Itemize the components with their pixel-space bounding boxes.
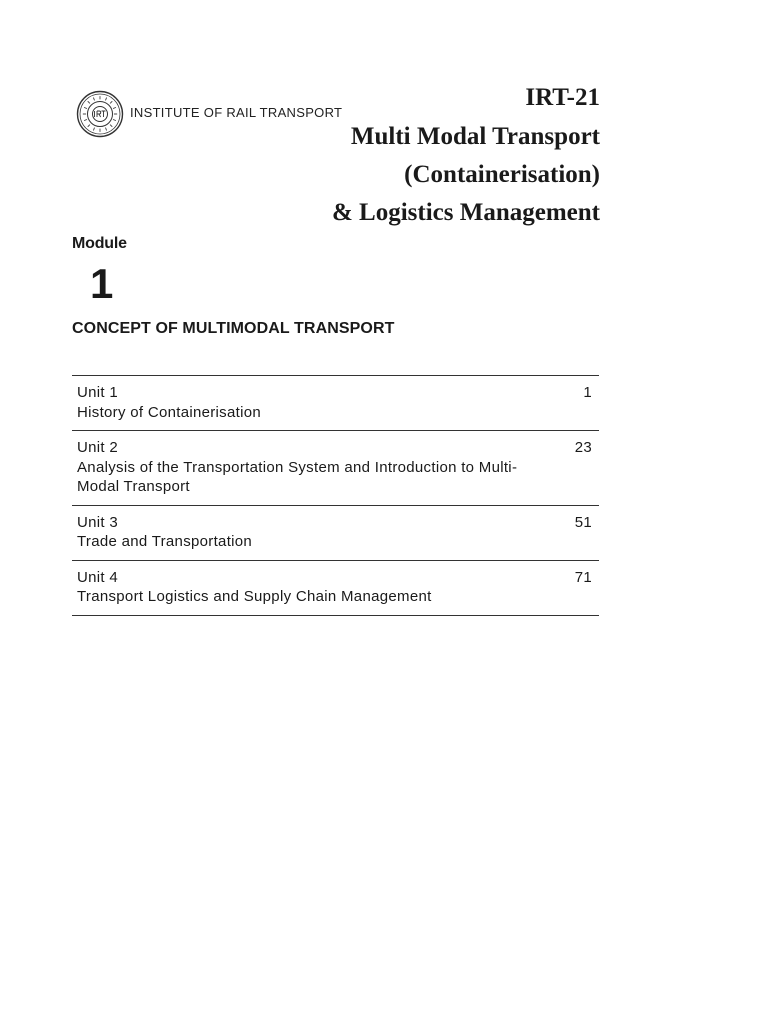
course-title-line: Multi Modal Transport [350,123,600,150]
module-number: 1 [90,260,114,307]
unit-page-number: 23 [574,439,592,456]
unit-label: Unit 4 [77,568,118,586]
course-title-line: & Logistics Management [331,199,600,226]
unit-title: Transport Logistics and Supply Chain Management [77,588,432,605]
institute-logo [76,90,342,138]
unit-title: History of Containerisation [77,403,262,421]
unit-title: Trade and Transportation [77,533,253,550]
course-code: IRT-21 [525,84,600,111]
unit-label: Unit 1 [77,384,118,401]
unit-page-number: 71 [574,568,592,586]
module-heading: CONCEPT OF MULTIMODAL TRANSPORT [72,320,395,337]
unit-page-number: 1 [583,384,592,401]
irt-seal-icon [76,90,124,138]
course-title-line: (Containerisation) [404,161,600,188]
contents-table [72,375,599,616]
contents-row [72,561,599,616]
institute-name: INSTITUTE OF RAIL TRANSPORT [130,104,343,120]
contents-row [72,506,599,561]
unit-title: Analysis of the Transportation System and Introduction to Multi-Modal Transport [77,458,518,495]
module-label: Module [72,235,127,252]
unit-page-number: 51 [574,513,592,531]
unit-label: Unit 2 [77,439,118,456]
contents-row [72,376,599,431]
unit-label: Unit 3 [77,513,118,531]
course-title [332,118,600,232]
contents-row [72,431,599,506]
